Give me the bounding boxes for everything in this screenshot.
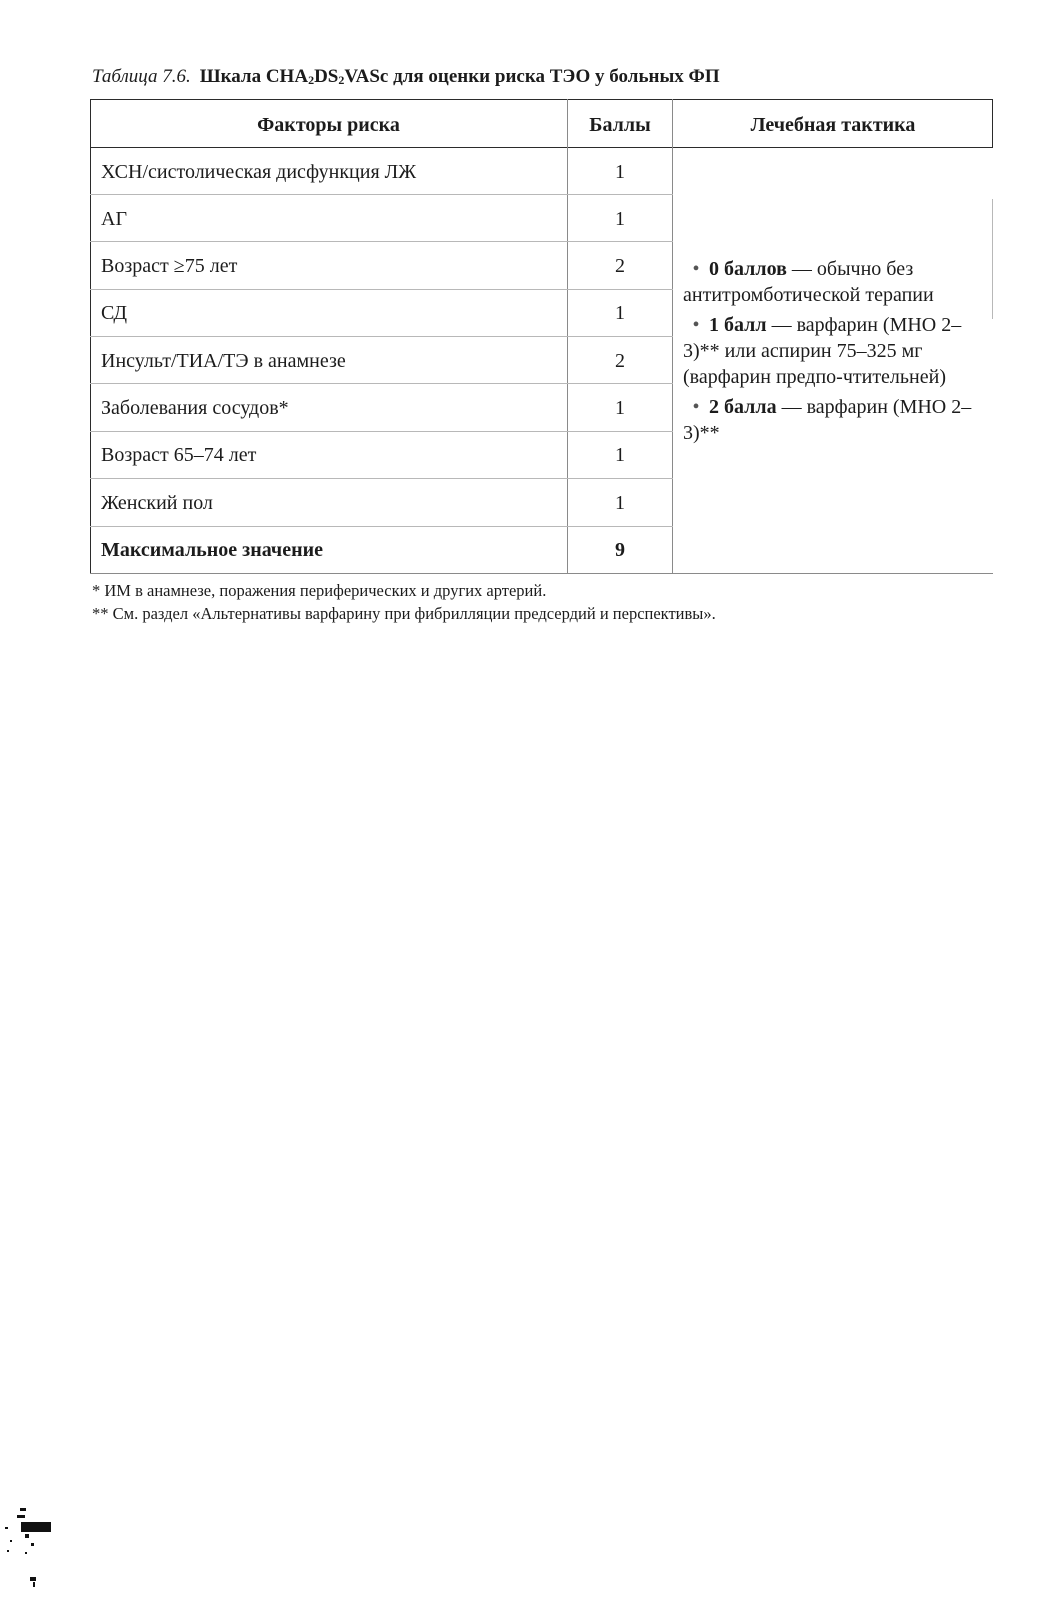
row-factor: Инсульт/ТИА/ТЭ в анамнезе <box>101 350 346 372</box>
footnote: ** См. раздел «Альтернативы варфарину при фибрилляции предсердий и перспективы». <box>92 604 716 623</box>
bullet-icon: • <box>692 258 700 280</box>
scan-artifact <box>0 1480 60 1590</box>
row-factor: АГ <box>101 208 128 230</box>
risk-score-table <box>90 99 993 574</box>
footnote: * ИМ в анамнезе, поражения периферических и других артерий. <box>92 581 547 600</box>
row-factor: Возраст 65–74 лет <box>101 444 257 466</box>
table-number: Таблица 7.6. <box>92 66 191 87</box>
row-divider <box>90 336 673 337</box>
row-divider <box>90 241 673 242</box>
row-divider <box>90 526 673 527</box>
row-divider <box>90 431 673 432</box>
right-border-fragment <box>992 199 993 319</box>
row-factor: СД <box>101 302 127 324</box>
treatment-tactics <box>683 256 988 450</box>
bullet-icon: • <box>692 396 700 418</box>
row-points: 1 <box>615 208 625 230</box>
row-divider <box>90 383 673 384</box>
row-factor: Женский пол <box>101 492 213 514</box>
table-bottom-border <box>90 573 993 574</box>
tactic-item: • 1 балл — варфарин (МНО 2–3)** или аспирин 75–325 мг (варфарин предпо-чтительней) <box>683 314 962 388</box>
tactic-item: • 0 баллов — обычно без антитромботической терапии <box>683 258 934 306</box>
row-points: 1 <box>615 302 625 324</box>
bullet-icon: • <box>692 314 700 336</box>
tactic-item: • 2 балла — варфарин (МНО 2–3)** <box>683 396 972 444</box>
row-divider <box>90 194 673 195</box>
table-top-border <box>90 99 993 100</box>
header-factors: Факторы риска <box>257 114 400 136</box>
row-divider <box>90 478 673 479</box>
row-points: 2 <box>615 255 625 277</box>
row-points: 1 <box>615 397 625 419</box>
row-points: 1 <box>615 492 625 514</box>
table-title: Шкала $CHA_2DS_2VASc$ для оценки риска ТЭО у больных ФП <box>199 66 720 87</box>
row-points: 2 <box>615 350 625 372</box>
row-factor-total: Максимальное значение <box>101 539 324 561</box>
row-points: 1 <box>615 444 625 466</box>
row-divider <box>90 289 673 290</box>
footnotes <box>92 579 716 625</box>
row-factor: ХСН/систолическая дисфункция ЛЖ <box>101 161 417 183</box>
row-points-total: 9 <box>615 539 625 561</box>
row-factor: Заболевания сосудов* <box>101 397 289 419</box>
row-points: 1 <box>615 161 625 183</box>
table-caption <box>92 66 720 88</box>
header-points: Баллы <box>589 114 651 136</box>
header-tactics: Лечебная тактика <box>750 114 916 136</box>
header-bottom-border <box>90 147 993 148</box>
row-factor: Возраст ≥75 лет <box>101 255 238 277</box>
